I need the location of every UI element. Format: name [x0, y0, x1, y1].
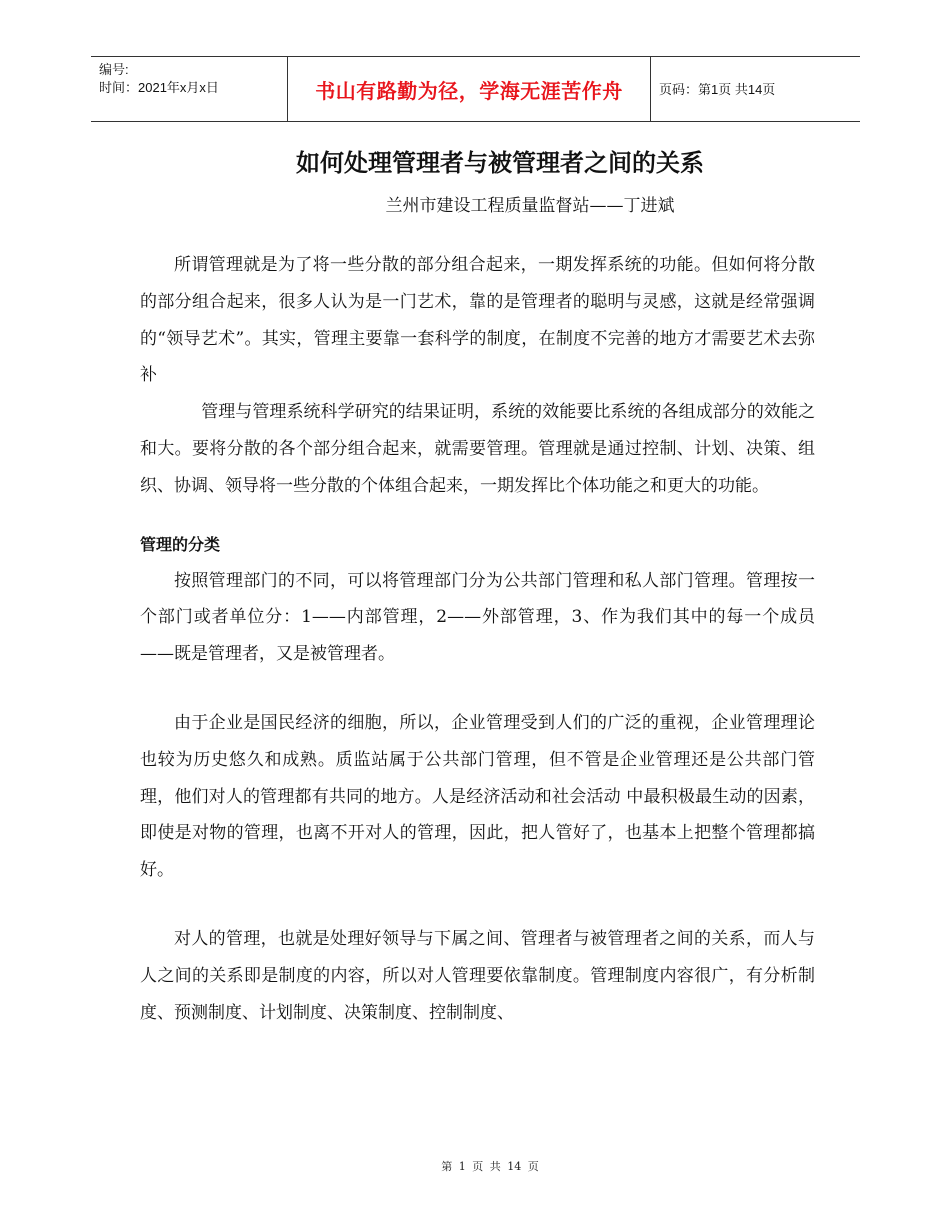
- paragraph-4: 由于企业是国民经济的细胞，所以，企业管理受到人们的广泛的重视，企业管理理论也较为历史悠久和成熟。质监站属于公共部门管理，但不管是企业管理还是公共部门管理，他们对人的管理都有共同的地方。人是经济活动和社会活动 中最积极最生动的因素，即使是对物的管理，也离不开对人的管理，因此，把人管好了，也基本上把整个管理都搞好。: [140, 712, 815, 881]
- header-motto: 书山有路勤为径，学海无涯苦作舟: [315, 78, 623, 103]
- paragraph-1: 所谓管理就是为了将一些分散的部分组合起来，一期发挥系统的功能。但如何将分散的部分组合起来，很多人认为是一门艺术，靠的是管理者的聪明与灵感，这就是经常强调的“领导艺术”。其实，管理主要靠一套科学的制度，在制度不完善的地方才需要艺术去弥补: [140, 255, 815, 386]
- page-footer: 第 1 页 共 14 页: [441, 1160, 539, 1173]
- header-meta: [99, 61, 289, 97]
- paragraph-5: 对人的管理，也就是处理好领导与下属之间、管理者与被管理者之间的关系，而人与人之间的关系即是制度的内容，所以对人管理要依靠制度。管理制度内容很广，有分析制度、预测制度、计划制度、决策制度、控制制度、: [140, 928, 815, 1023]
- document-body: [140, 247, 815, 1031]
- paragraph-2: 管理与管理系统科学研究的结果证明，系统的效能要比系统的各组成部分的效能之和大。要将分散的各个部分组合起来，就需要管理。管理就是通过控制、计划、决策、组织、协调、领导将一些分散的个体组合起来，一期发挥比个体功能之和更大的功能。: [140, 402, 815, 496]
- header-page-info: 页码：第1页 共14页: [659, 82, 776, 97]
- code-label: 编号:: [99, 62, 129, 77]
- page-header: [91, 56, 860, 122]
- document-title: 如何处理管理者与被管理者之间的关系: [296, 149, 704, 177]
- document-subtitle: 兰州市建设工程质量监督站——丁进斌: [385, 196, 675, 216]
- header-motto-cell: [287, 57, 651, 121]
- time-label: 时间：2021年x月x日: [99, 80, 219, 95]
- section-heading: 管理的分类: [140, 534, 221, 554]
- paragraph-3: 按照管理部门的不同，可以将管理部门分为公共部门管理和私人部门管理。管理按一个部门或者单位分：1——内部管理，2——外部管理，3、作为我们其中的每一个成员——既是管理者，又是被管理者。: [140, 570, 815, 665]
